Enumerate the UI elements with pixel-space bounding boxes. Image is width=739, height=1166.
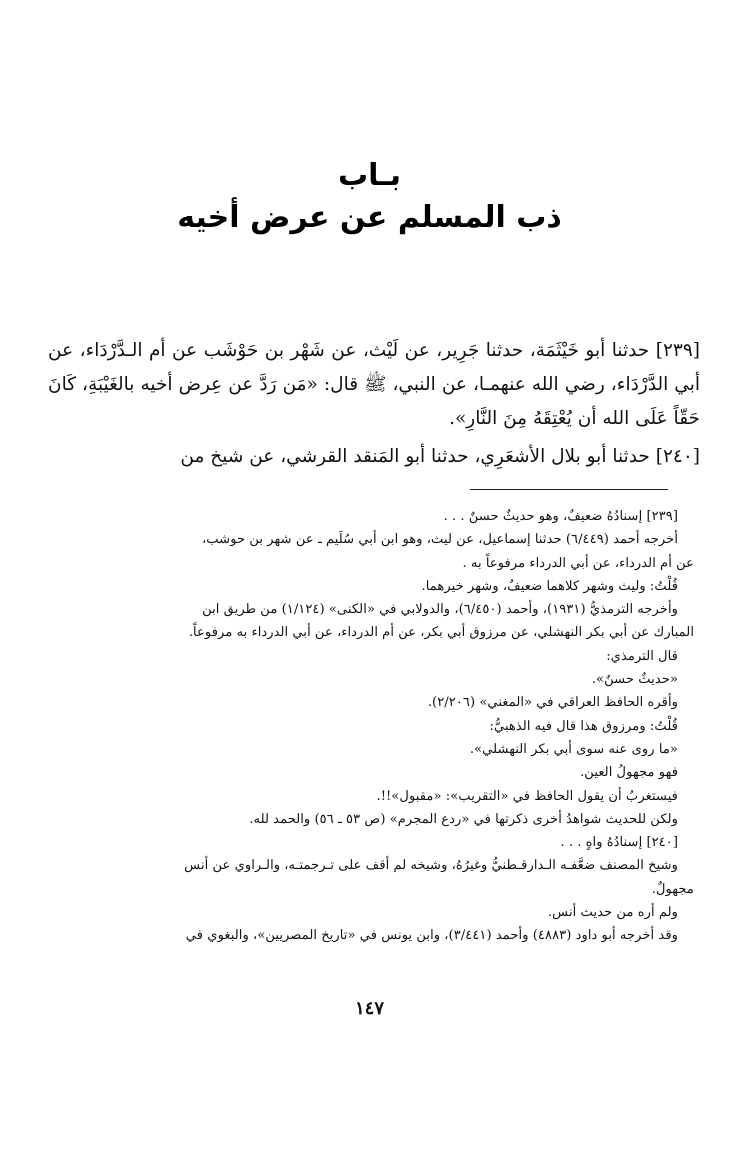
hadith-240 bbox=[48, 440, 700, 474]
footnote-line: فهو مجهولُ العين. bbox=[580, 765, 678, 781]
footnote-line: «ما روى عنه سوى أبي بكر النهشلي». bbox=[469, 741, 678, 757]
footnote-separator bbox=[470, 489, 668, 490]
footnote-line: وقد أخرجه أبو داود (٤٨٨٣) وأحمد (٣/٤٤١)، وابن يونس في «تاريخ المصريين»، والبغوي في bbox=[185, 928, 678, 944]
hadith-number: [٢٣٩] bbox=[655, 340, 700, 361]
footnote-line: مجهولٌ. bbox=[651, 881, 694, 897]
footnote-line: ولكن للحديث شواهدُ أخرى ذكرتها في «ردع المجرم» (ص ٥٣ ـ ٥٦) والحمد لله. bbox=[249, 811, 678, 827]
footnote-line: وأقره الحافظ العراقي في «المغني» (٢/٢٠٦). bbox=[427, 695, 678, 711]
footnotes bbox=[40, 505, 694, 948]
footnote-line: [٢٤٠] إسنادُهُ واهٍ . . . bbox=[560, 835, 678, 851]
chapter-label: بـاب bbox=[338, 158, 401, 193]
hadith-239 bbox=[48, 334, 700, 436]
footnote-line: عن أم الدرداء، عن أبي الدرداء مرفوعاً به . bbox=[462, 555, 694, 571]
footnote-line: وأخرجه الترمذيُّ (١٩٣١)، وأحمد (٦/٤٥٠)، والدولابي في «الكنى» (١/١٢٤) من طريق ابن bbox=[202, 602, 678, 618]
chapter-title: ذب المسلم عن عرض أخيه bbox=[177, 200, 562, 235]
hadith-number: [٢٤٠] bbox=[655, 446, 700, 467]
footnote-line: فيستغربُ أن يقول الحافظ في «التقريب»: «مقبول»!!. bbox=[376, 788, 678, 804]
footnote-line: وشيخ المصنف ضعَّفـه الـدارقـطنيُّ وغيرُهُ، وشيخه لم أقف على تـرجمتـه، والـراوي عن أنس bbox=[184, 858, 678, 874]
hadith-text: حدثنا أبو بلال الأشعَرِي، حدثنا أبو المَنقد القرشي، عن شيخ من bbox=[180, 446, 650, 467]
footnote-line: ولم أره من حديث أنس. bbox=[547, 905, 678, 921]
footnote-line: قُلْتُ: وليث وشهر كلاهما ضعيفٌ، وشهر خيرهما. bbox=[421, 578, 678, 594]
footnote-line: قال الترمذي: bbox=[606, 648, 678, 664]
footnote-line: «حديثٌ حسنٌ». bbox=[591, 672, 678, 688]
footnote-line: أخرجه أحمد (٦/٤٤٩) حدثنا إسماعيل، عن ليث، وهو ابن أبي سُلَيم ـ عن شهر بن حوشب، bbox=[201, 532, 678, 548]
footnote-line: قُلْتُ: ومرزوق هذا قال فيه الذهبيُّ: bbox=[489, 718, 678, 734]
hadith-text: حدثنا أبو خَيْثَمَة، حدثنا جَرِير، عن لَيْث، عن شَهْر بن حَوْشَب عن أم الـدَّرْدَاء، عن أبي الدَّرْدَاء، رضي الله عنهمـا، عن النبي، ﷺ قال: «مَن رَدَّ عن عِرض أخيه بالغَيْبَةِ، كَانَ حَقّاً عَلَى الله أن يُعْتِقَهُ مِنَ النَّارِ». bbox=[48, 340, 700, 429]
page-number: ١٤٧ bbox=[354, 998, 384, 1019]
footnote-line: [٢٣٩] إسنادُهُ ضعيفٌ، وهو حديثٌ حسنٌ . . . bbox=[443, 509, 678, 524]
footnote-line: المبارك عن أبي بكر النهشلي، عن مرزوق أبي بكر، عن أم الدرداء، عن أبي الدرداء به مرفوعاً. bbox=[188, 625, 694, 641]
